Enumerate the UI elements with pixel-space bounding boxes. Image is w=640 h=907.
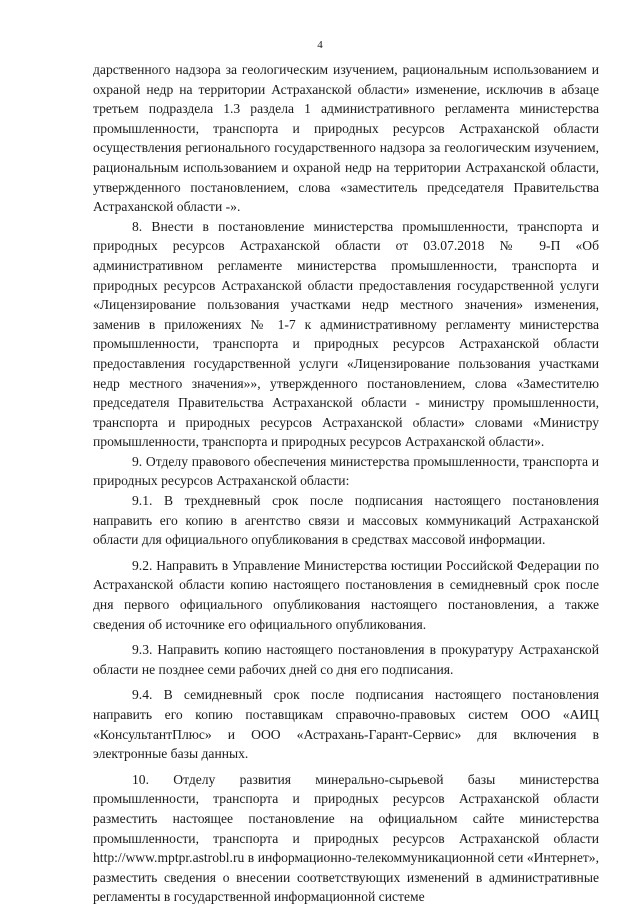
paragraph-continuation: дарственного надзора за геологическим изучением, рациональным использованием и охраной недр на территории Астраханской области» изменение, исключив в абзаце третьем подраздела 1.3 раздела 1 административного регламента министерства промышленности, транспорта и природных ресурсов Астраханской области осуществления регионального государственного надзора за геологическим изучением, рациональным использованием и охраной недр на территории Астраханской области, утвержденного постановлением, слова «заместитель председателя Правительства Астраханской области -». (93, 62, 599, 215)
document-body (93, 60, 599, 907)
paragraph-item-9-2: 9.2. Направить в Управление Министерства юстиции Российской Федерации по Астраханской области копию настоящего постановления в семидневный срок после дня первого официального опубликования настоящего постановления, а также сведения об источнике его официального опубликования. (93, 557, 599, 632)
paragraph-item-9-4: 9.4. В семидневный срок после подписания настоящего постановления направить его копию поставщикам справочно-правовых систем ООО «АИЦ «КонсультантПлюс» и ООО «Астрахань-Гарант-Сервис» для включения в электронные базы данных. (93, 687, 599, 762)
page-number: 4 (317, 39, 323, 51)
paragraph-item-10: 10. Отделу развития минерально-сырьевой базы министерства промышленности, транспорта и природных ресурсов Астраханской области разместить настоящее постановление на официальном сайте министерства промышленности, транспорта и природных ресурсов Астраханской области http://www.mptpr.astrobl.ru в информационно-телекоммуникационной сети «Интернет», разместить сведения о внесении соответствующих изменений в административные регламенты в государственной информационной системе (93, 771, 599, 905)
paragraph-item-9-3: 9.3. Направить копию настоящего постановления в прокуратуру Астраханской области не позднее семи рабочих дней со дня его подписания. (93, 642, 599, 677)
paragraph-item-9-1: 9.1. В трехдневный срок после подписания настоящего постановления направить его копию в агентство связи и массовых коммуникаций Астраханской области для официального опубликования в средствах массовой информации. (93, 493, 599, 548)
paragraph-item-9: 9. Отделу правового обеспечения министерства промышленности, транспорта и природных ресурсов Астраханской области: (93, 453, 599, 489)
paragraph-item-8: 8. Внести в постановление министерства промышленности, транспорта и природных ресурсов Астраханской области от 03.07.2018 № 9-П «Об административном регламенте министерства промышленности, транспорта и природных ресурсов Астраханской области предоставления государственной услуги «Лицензирование пользования участками недр местного значения» изменения, заменив в приложениях № 1-7 к административному регламенту министерства промышленности, транспорта и природных ресурсов Астраханской области предоставления государственной услуги «Лицензирование пользования участками недр местного значения»», утвержденного постановлением, слова «Заместителю председателя Правительства Астраханской области - министру промышленности, транспорта и природных ресурсов Астраханской области» словами «Министру промышленности, транспорта и природных ресурсов Астраханской области». (93, 218, 599, 450)
